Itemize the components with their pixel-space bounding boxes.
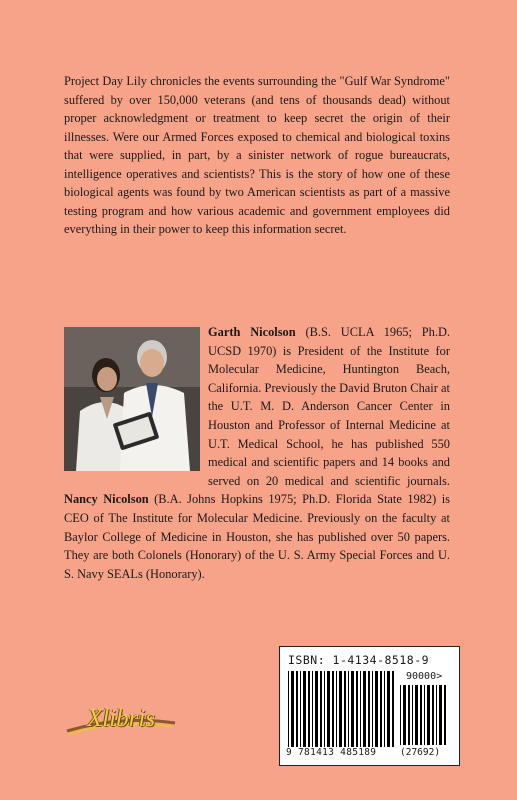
addon-barcode-bars (400, 685, 450, 745)
price-code: 90000> (406, 671, 443, 682)
author-photo (64, 327, 200, 471)
isbn-number: ISBN: 1-4134-8518-9 (288, 653, 430, 667)
author2-details: (B.A. Johns Hopkins 1975; Ph.D. Florida State 1982) is CEO of The Institute for Molecular Medicine. Previously on the faculty at Baylor College of Medicine in Houston, she has published over 50 papers. They are both Colonels (Honorary) of the U. S. Army Special Forces and U. S. Navy SEALs (Honorary). (64, 492, 450, 581)
barcode-digits: 9 781413 485189 (286, 747, 377, 758)
addon-digits: (27692) (400, 747, 441, 758)
author-bio (64, 323, 450, 583)
publisher-logo (63, 701, 179, 741)
publisher-logo-text: Xlibris (86, 705, 156, 732)
barcode-bars (288, 671, 396, 747)
author2-name: Nancy Nicolson (64, 492, 149, 507)
author1-details: (B.S. UCLA 1965; Ph.D. UCSD 1970) is President of the Institute for Molecular Medicine, Huntington Beach, California. Previously the David Bruton Chair at the U.T. M. D. Anderson Cancer Center in Houston and Professor of Internal Medicine at U.T. Medical School, he has published 550 medical and scientific papers and 14 books and served on 20 medical and scientific journals. (208, 325, 450, 488)
author1-name: Garth Nicolson (208, 325, 296, 339)
book-description: Project Day Lily chronicles the events surrounding the "Gulf War Syndrome" suffered by over 150,000 veterans (and tens of thousands dead) without proper acknowledgment or treatment to keep secret the origin of their illnesses. Were our Armed Forces exposed to chemical and biological toxins that were supplied, in part, by a sinister network of rogue bureaucrats, intelligence operatives and scientists? This is the story of how one of these biological agents was found by two American scientists as part of a massive testing program and how various academic and government employees did everything in their power to keep this information secret. (64, 74, 450, 236)
isbn-barcode (279, 646, 460, 766)
